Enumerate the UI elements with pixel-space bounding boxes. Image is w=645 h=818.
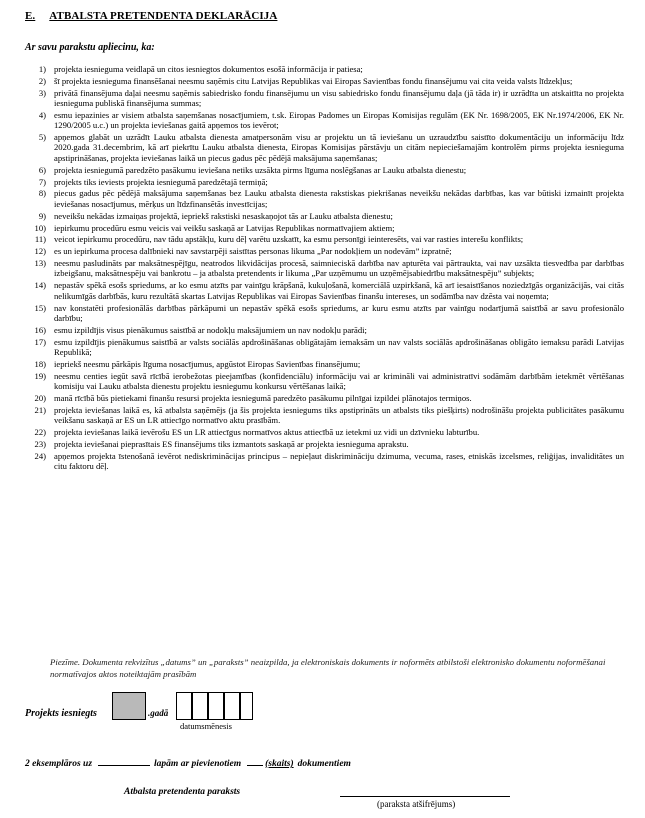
item-number: 8) [38,188,46,199]
item-number: 3) [38,87,46,98]
item-text: esmu izpildījis pienākumus saistībā ar valsts sociālās apdrošināšanas obligātajām iemaksām un nav valsts sociālās apdrošināšanas obligāto iemaksu parādi Latvijas Republikā; [54,336,624,357]
copies-prefix: 2 eksemplāros uz [25,759,93,769]
item-text: nepastāv spēkā esošs spriedums, ar ko esmu atzīts par vainīgu krāpšanā, kukuļošanā, komerciālā uzpirkšanā, kā arī iesaistīšanos noziedzīgās organizācijās, vai citās nelikumīgās darbībās, kuru rezultātā skartas Latvijas Republikas vai Eiropas Savienības finanšu intereses, un sodāmība nav dzēsta vai noņemta; [54,280,624,301]
signature-label: Atbalsta pretendenta paraksts [124,787,241,797]
declaration-item [24,280,624,301]
date-labels [180,721,232,731]
pages-count-blank[interactable] [98,756,150,766]
item-text: iepirkumu procedūru esmu veicis vai veikšu saskaņā ar Latvijas Republikas normatīvajiem aktiem; [54,222,395,233]
month-box-3[interactable] [240,692,253,720]
item-number: 12) [34,246,46,257]
declaration-item [24,359,624,369]
declaration-item [24,371,624,392]
item-number: 22) [34,426,46,437]
declaration-item [24,337,624,358]
item-text: neesmu pasludināts par maksātnespējīgu, neatrodos likvidācijas procesā, saimnieciskā darbība nav apturēta vai pārtraukta, vai nav uzsākta tiesvedība par darbības izbeigšanu, maksātnespēju vai bankrotu – ja atbalsta pretendents ir likuma „Par uzņēmumu un uzņēmējsabiedrību maksātnespēju” subjekts; [54,258,624,279]
day-box-2[interactable] [192,692,208,720]
declaration-list [24,64,624,473]
item-number: 20) [34,392,46,403]
item-text: nav konstatēti profesionālās darbības pārkāpumi un nepastāv spēkā esošs spriedums, ar kuru esmu atzīts par vainīgu nodarījumā saistībā ar savu profesionālo darbību; [54,302,624,323]
declaration-item [24,393,624,403]
copies-line [25,756,351,769]
copies-count-word: (skaits) [265,759,294,769]
intro-text: Ar savu parakstu apliecinu, ka: [25,42,155,53]
signature-line[interactable] [340,796,510,797]
declaration-item [24,88,624,109]
item-text: apņemos glabāt un uzrādīt Lauku atbalsta dienesta amatpersonām visu ar projektu un tā ieviešanu un uzraudzību saistīto dokumentāciju un informāciju līdz 2020.gada 31.decembrim, kā arī piekrītu Lauku atbalsta dienesta, Eiropas Komisijas pārstāvju un citām nepieciešamajām kontrolēm pirms projekta iesnieguma apstiprināšanas, projekta ieviešanas laikā un piecus gadus pēc pēdējā maksājuma saņemšanas; [54,132,624,163]
item-number: 2) [38,75,46,86]
item-text: es un iepirkuma procesa dalībnieki nav savstarpēji saistītas personas likuma „Par nodokļiem un nodevām” izpratnē; [54,246,452,257]
item-number: 6) [38,164,46,175]
item-number: 15) [34,302,46,313]
item-text: esmu iepazinies ar visiem atbalsta saņemšanas nosacījumiem, t.sk. Eiropas Padomes un Eiropas Komisijas regulām (EK Nr. 1698/2005, EK Nr.1974/2006, EK Nr. 1290/2005 u.c.) un projekta ieviešanas gaitā apņemos tos ievērot; [54,109,624,131]
year-suffix: .gadā [148,708,169,718]
item-text: esmu izpildījis visus pienākumus saistībā ar nodokļu maksājumiem un nav nodokļu parādi; [54,324,367,335]
day-label: datums [180,721,205,731]
declaration-item [24,234,624,244]
declaration-item [24,64,624,74]
item-text: iepriekš neesmu pārkāpis līguma nosacījumus, apgūstot Eiropas Savienības finansējumu; [54,358,361,369]
declaration-item [24,165,624,175]
item-number: 14) [34,280,46,291]
item-number: 13) [34,258,46,269]
declaration-item [24,405,624,426]
item-text: privātā finansējuma daļai neesmu saņēmis sabiedrisko fondu finansējumu un visu sabiedrisko fondu finansējumu daļa (jā tāda ir) ir uzrādīta un atskaitīta no projekta iesnieguma publiskā finansējuma summas; [54,87,624,109]
item-number: 16) [34,324,46,335]
declaration-item [24,211,624,221]
item-text: neveikšu nekādas izmaiņas projektā, iepriekš rakstiski nesaskaņojot tās ar Lauku atbalsta dienestu; [54,210,393,221]
copies-middle: lapām ar pievienotiem [154,759,242,769]
item-text: projekta ieviešanas laikā es, kā atbalsta saņēmējs (ja šis projekta iesniegums tiks apstiprināts un atbalsts tiks piešķirts) nodrošināšu projekta publicitātes pasākumu veikšanu saskaņā ar ES un LR attiecīgo normatīvo aktu prasībām. [54,404,624,426]
item-number: 18) [34,358,46,369]
declaration-item [24,427,624,437]
item-text: projekta ieviešanai pieprasītais ES finansējums tiks izmantots saskaņā ar projekta iesnieguma aprakstu. [54,438,409,449]
item-text: apņemos projekta īstenošanā ievērot nediskriminācijas principus – nepieļaut diskrimināciju dzimuma, vecuma, rases, etniskās izcelsmes, reliģijas, invaliditātes un citu faktoru dēļ. [54,450,624,472]
item-number: 5) [38,132,46,143]
declaration-item [24,439,624,449]
signature-sublabel: (paraksta atšifrējums) [377,799,456,809]
item-number: 23) [34,438,46,449]
item-number: 4) [38,109,46,120]
item-text: projekta iesnieguma veidlapā un citos iesniegtos dokumentos esošā informācija ir patiesa; [54,64,363,74]
item-number: 11) [34,234,46,245]
item-number: 24) [34,450,46,461]
year-input-box[interactable] [112,692,146,720]
item-number: 17) [34,336,46,347]
section-title: ATBALSTA PRETENDENTA DEKLARĀCIJA [49,10,278,22]
declaration-item [24,223,624,233]
declaration-item [24,76,624,86]
item-number: 9) [38,210,46,221]
item-text: veicot iepirkumu procedūru, nav tādu apstākļu, kuru dēļ varētu uzskatīt, ka esmu personīgi ieinteresēts, vai var rasties interešu konflikts; [54,234,524,245]
item-number: 1) [38,64,46,74]
documents-count-blank[interactable] [247,756,263,766]
declaration-item [24,451,624,472]
declaration-item [24,303,624,324]
declaration-item [24,177,624,187]
month-label: mēnesis [204,721,232,731]
item-number: 19) [34,370,46,381]
section-heading [25,10,277,22]
item-text: projekta iesniegumā paredzēto pasākumu ieviešana netiks uzsākta pirms līguma noslēgšanas ar Lauku atbalsta dienestu; [54,164,467,175]
item-text: šī projekta iesnieguma finansēšanai neesmu saņēmis citu Latvijas Republikas vai Eiropas Savienības fondu finansējumu vai cita veida valsts līdzekļus; [54,75,573,86]
copies-suffix: dokumentiem [297,759,351,769]
section-letter: E. [25,10,36,22]
item-text: neesmu centies iegūt savā rīcībā ierobežotas pieejamības (konfidenciālu) informāciju vai ar krimināli vai administratīvi sodāmām darbībām ietekmēt vērtēšanas komisiju vai Lauku atbalsta dienestu projektu iesniegumu konkursu vērtēšanas laikā; [54,370,624,391]
declaration-item [24,110,624,131]
item-number: 10) [34,222,46,233]
submitted-label: Projekts iesniegts [25,708,97,719]
item-number: 7) [38,176,46,187]
item-text: piecus gadus pēc pēdējā maksājuma saņemšanas bez Lauku atbalsta dienesta rakstiskas piekrišanas neveikšu nekādas darbības, kas var būtiski izmainīt projekta ieviešanas nosacījumus, mērķus un līdzfinansētās investīcijas; [54,188,624,209]
item-text: projekts tiks ieviests projekta iesniegumā paredzētajā termiņā; [54,176,268,187]
month-box-2[interactable] [224,692,240,720]
item-text: projekta ieviešanas laikā ievērošu ES un LR attiecīgus normatīvos aktus attiecībā uz ietekmi uz vidi un dzīvnieku labturību. [54,426,480,437]
declaration-item [24,258,624,279]
declaration-item [24,188,624,209]
note-text: Piezīme. Dokumenta rekvizītus „datums” un „paraksts” neaizpilda, ja elektroniskais dokuments ir noformēts atbilstoši elektronisko dokumentu noformēšanai normatīvajos aktos noteiktajām prasībām [50,657,606,679]
item-number: 21) [34,404,46,415]
day-box-1[interactable] [176,692,192,720]
item-text: manā rīcībā būs pietiekami finanšu resursi projekta iesniegumā paredzēto pasākumu pilnīgai izpildei plānotajos termiņos. [54,392,472,403]
declaration-item [24,132,624,163]
declaration-item [24,325,624,335]
month-box-1[interactable] [208,692,224,720]
declaration-item [24,246,624,256]
